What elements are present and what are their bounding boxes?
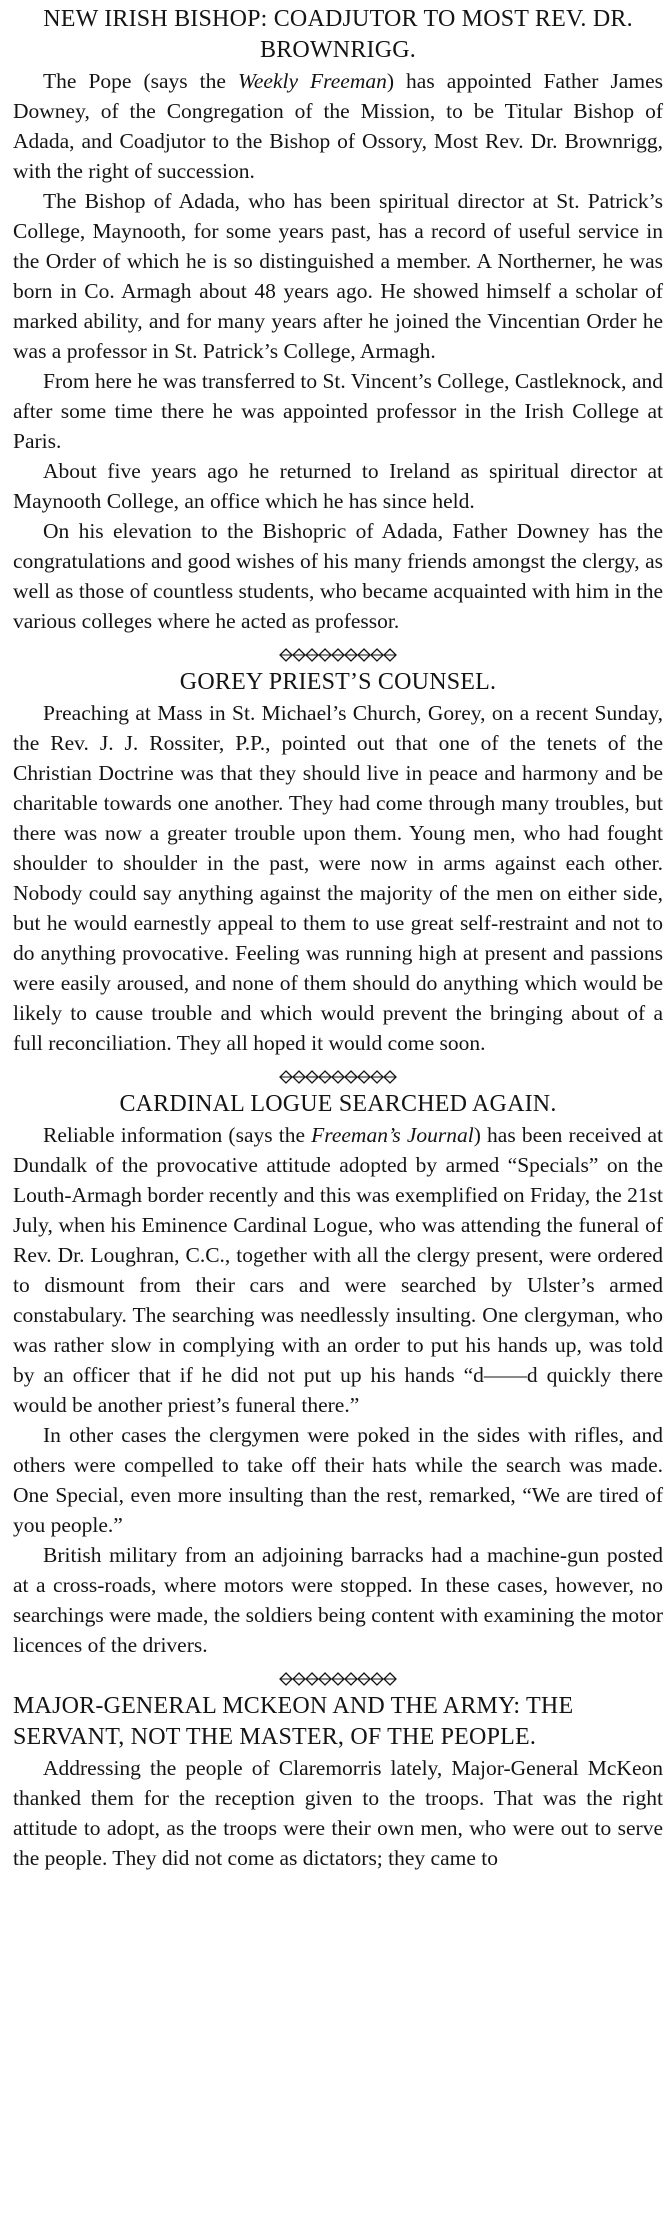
paragraph xyxy=(13,456,663,516)
diamond-ornament-icon xyxy=(278,1671,398,1687)
paragraph xyxy=(13,1420,663,1540)
text-run: About five years ago he returned to Ireland as spiritual director at Maynooth College, an office which he has since held. xyxy=(13,459,663,513)
article-new-irish-bishop xyxy=(13,4,663,636)
text-run: From here he was transferred to St. Vincent’s College, Castleknock, and after some time there he was appointed professor in the Irish College at Paris. xyxy=(13,369,663,453)
text-run: On his elevation to the Bishopric of Adada, Father Downey has the congratulations and good wishes of his many friends amongst the clergy, as well as those of countless students, who became acquainted with him in the various colleges where he acted as professor. xyxy=(13,519,663,633)
headline: NEW IRISH BISHOP: COADJUTOR TO MOST REV. DR. BROWNRIGG. xyxy=(43,6,633,63)
text-run: The Bishop of Adada, who has been spiritual director at St. Patrick’s College, Maynooth, for some years past, has a record of useful service in the Order of which he is so distinguished a member. A Northerner, he was born in Co. Armagh about 48 years ago. He showed himself a scholar of marked ability, and for many years after he joined the Vincentian Order he was a professor in St. Patrick’s College, Armagh. xyxy=(13,189,663,363)
diamond-ornament-icon xyxy=(278,647,398,663)
diamond-ornament-icon xyxy=(278,1069,398,1085)
paragraph xyxy=(13,66,663,186)
paragraph xyxy=(13,366,663,456)
text-run: Reliable information (says the xyxy=(43,1123,312,1147)
headline: GOREY PRIEST’S COUNSEL. xyxy=(179,669,497,695)
text-run: ) has been received at Dundalk of the provocative attitude adopted by armed “Specials” on the Louth-Armagh border recently and this was exemplified on Friday, the 21st July, when his Eminence Cardinal Logue, who was attending the funeral of Rev. Dr. Loughran, C.C., together with all the clergy present, were ordered to dismount from their cars and were searched by Ulster’s armed constabulary. The searching was needlessly insulting. One clergyman, who was rather slow in complying with an order to put his hands up, was told by an officer that if he did not put up his hands “d——d quickly there would be another priest’s funeral there.” xyxy=(13,1123,664,1417)
paragraph xyxy=(13,516,663,636)
publication-name: Freeman’s Journal xyxy=(311,1123,474,1147)
publication-name: Weekly Freeman xyxy=(237,69,387,93)
text-run: Addressing the people of Claremorris lately, Major-General McKeon thanked them for the reception given to the troops. That was the right attitude to adopt, as the troops were their own men, who were out to serve the people. They did not come as dictators; they came to xyxy=(13,1756,663,1870)
text-run: In other cases the clergymen were poked in the sides with rifles, and others were compelled to take off their hats while the search was made. One Special, even more insulting than the rest, remarked, “We are tired of you people.” xyxy=(13,1423,663,1537)
article-cardinal-logue-searched xyxy=(13,1089,663,1660)
article-gorey-priests-counsel xyxy=(13,667,663,1058)
paragraph xyxy=(13,1753,663,1873)
headline: CARDINAL LOGUE SEARCHED AGAIN. xyxy=(119,1091,557,1117)
paragraph xyxy=(13,186,663,366)
text-run: Preaching at Mass in St. Michael’s Church, Gorey, on a recent Sunday, the Rev. J. J. Rossiter, P.P., pointed out that one of the tenets of the Christian Doctrine was that they should live in peace and harmony and be charitable towards one another. They had come through many troubles, but there was now a greater trouble upon them. Young men, who had fought shoulder to shoulder in the past, were now in arms against each other. Nobody could say anything against the majority of the men on either side, but he would earnestly appeal to them to use great self-restraint and not to do anything provocative. Feeling was running high at present and passions were easily aroused, and none of them should do anything which would be likely to cause trouble and which would prevent the bringing about of a full reconciliation. They all hoped it would come soon. xyxy=(13,701,663,1055)
article-major-general-mckeon xyxy=(13,1691,663,1873)
paragraph xyxy=(13,698,663,1058)
paragraph xyxy=(13,1120,663,1420)
text-run: British military from an adjoining barracks had a machine-gun posted at a cross-roads, where motors were stopped. In these cases, however, no searchings were made, the soldiers being content with examining the motor licences of the drivers. xyxy=(13,1543,663,1657)
paragraph xyxy=(13,1540,663,1660)
text-run: ) has appointed Father James Downey, of the Congregation of the Mission, to be Titular Bishop of Adada, and Coadjutor to the Bishop of Ossory, Most Rev. Dr. Brownrigg, with the right of succession. xyxy=(13,69,663,183)
headline: MAJOR-GENERAL MCKEON AND THE ARMY: THE SERVANT, NOT THE MASTER, OF THE PEOPLE. xyxy=(13,1693,574,1750)
text-run: The Pope (says the xyxy=(43,69,238,93)
